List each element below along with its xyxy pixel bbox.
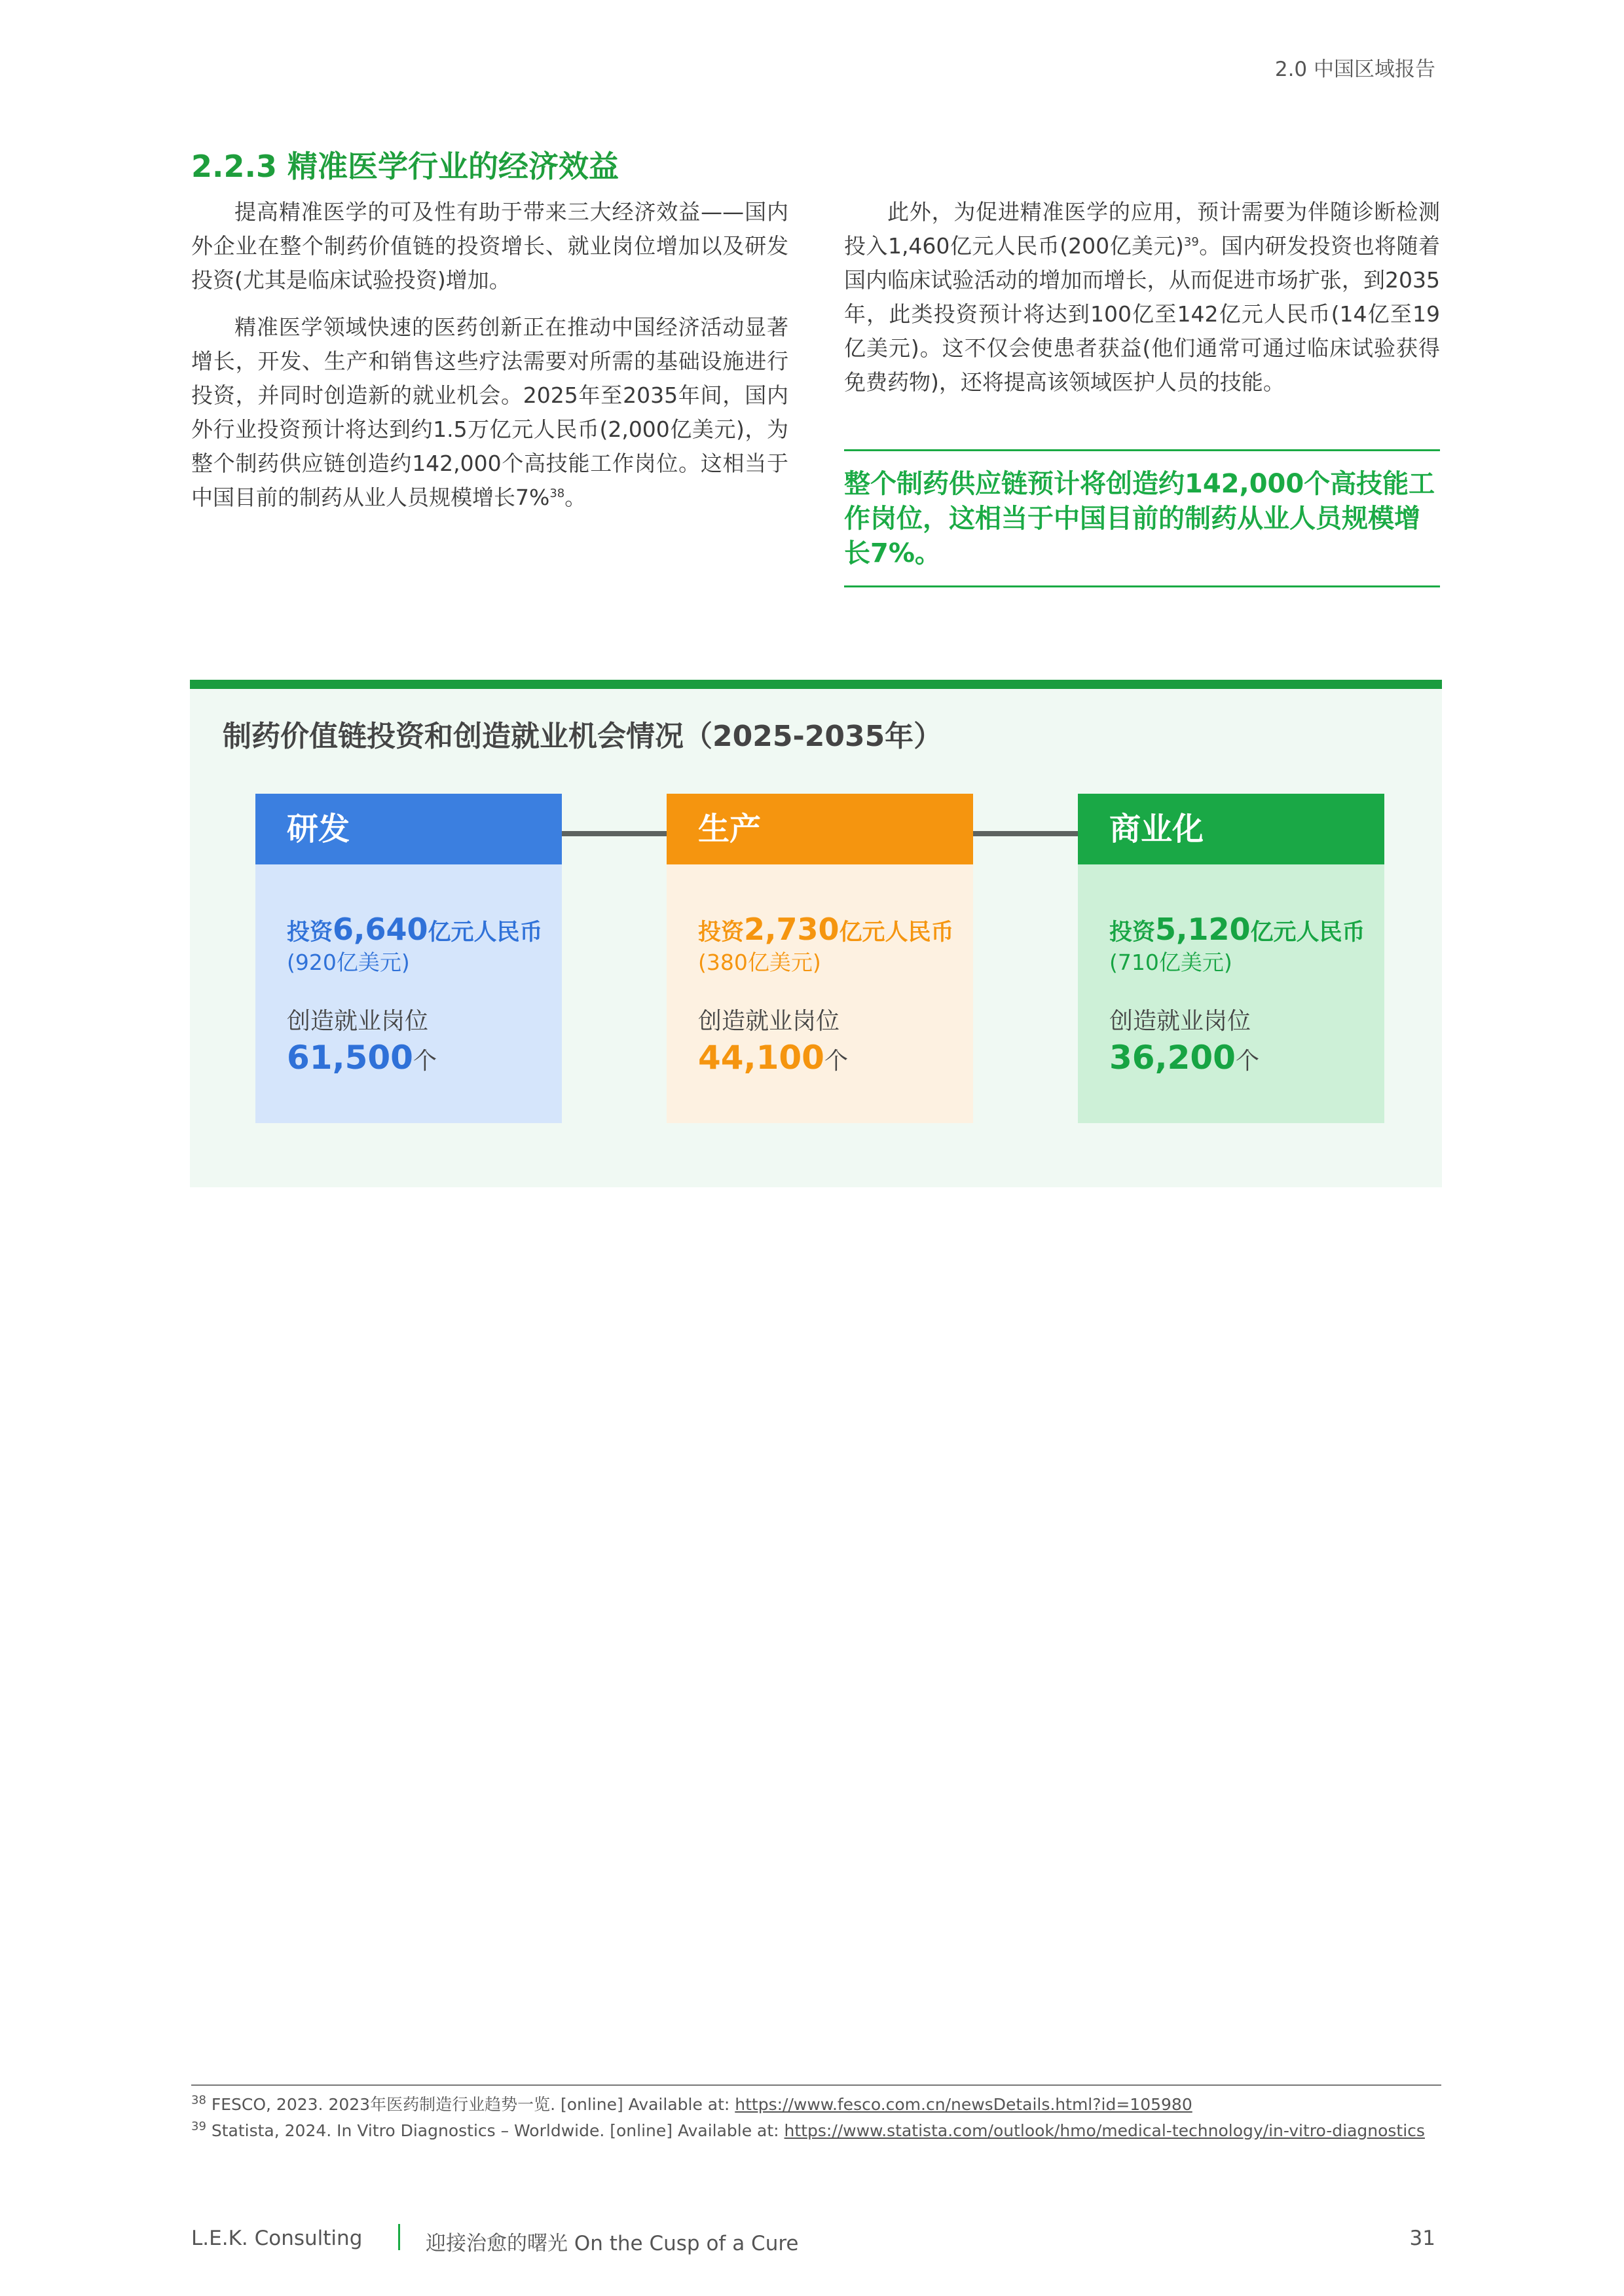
running-header: 2.0 中国区域报告 [1274,58,1435,81]
footnote-link[interactable]: https://www.fesco.com.cn/newsDetails.html?id=105980 [735,2095,1192,2114]
footnote-text: FESCO, 2023. 2023年医药制造行业趋势一览. [online] Available at: [211,2095,735,2114]
jobs-count [287,1037,562,1083]
stage-body [255,864,562,1123]
jobs-value: 61,500 [287,1039,413,1077]
invest-prefix: 投资 [287,919,333,946]
paragraph-text: 。国内研发投资也将随着国内临床试验活动的增加而增长，从而促进市场扩张，到2035年，此类投资预计将达到100亿至142亿元人民币(14亿至19亿美元)。这不仅会使患者获益(他们通常可通过临床试验获得免费药物)，还将提高该领域医护人员的技能。 [844,233,1440,395]
invest-unit: 亿元人民币 [1250,919,1365,946]
stage-connector [562,831,667,836]
stage-header: 研发 [255,794,562,864]
invest-unit: 亿元人民币 [839,919,954,946]
invest-prefix: 投资 [698,919,745,946]
investment-amount [1109,914,1384,948]
section-title: 2.2.3 精准医学行业的经济效益 [191,149,619,184]
paragraph [844,195,1440,399]
stage-commercialization [1078,794,1384,1123]
paragraph: 提高精准医学的可及性有助于带来三大经济效益——国内外企业在整个制药价值链的投资增长、就业岗位增加以及研发投资(尤其是临床试验投资)增加。 [191,199,788,293]
stage-header: 商业化 [1078,794,1384,864]
stage-header: 生产 [667,794,973,864]
stage-body [667,864,973,1123]
footnote-link[interactable]: https://www.statista.com/outlook/hmo/medical-technology/in-vitro-diagnostics [784,2121,1425,2140]
footnote [191,2120,1441,2141]
panel-title: 制药价值链投资和创造就业机会情况（2025-2035年） [223,720,943,753]
jobs-unit: 个 [413,1048,437,1075]
invest-value: 6,640 [333,912,428,947]
jobs-label: 创造就业岗位 [287,1008,429,1035]
investment-amount [287,914,562,948]
footer-company: L.E.K. Consulting [191,2227,363,2250]
paragraph-text: 此外，为促进精准医学的应用，预计需要为伴随诊断检测投入1,460亿元人民币(200亿美元) [844,199,1440,259]
jobs-count [698,1037,973,1083]
pull-quote: 整个制药供应链预计将创造约142,000个高技能工作岗位，这相当于中国目前的制药从业人员规模增长7%。 [844,449,1440,587]
footnote-text: Statista, 2024. In Vitro Diagnostics – Worldwide. [online] Available at: [211,2121,784,2140]
jobs-value: 44,100 [698,1039,824,1077]
footnote-ref[interactable]: 38 [549,487,565,500]
footnote-number: 38 [191,2093,206,2107]
paragraph-text: 精准医学领域快速的医药创新正在推动中国经济活动显著增长，开发、生产和销售这些疗法需要对所需的基础设施进行投资，并同时创造新的就业机会。2025年至2035年间，国内外行业投资预计将达到约1.5万亿元人民币(2,000亿美元)，为整个制药供应链创造约142,000个高技能工作岗位。这相当于中国目前的制药从业人员规模增长7% [191,314,788,510]
paragraph: 精准医学领域快速的医药创新正在推动中国经济活动显著增长，开发、生产和销售这些疗法需要对所需的基础设施进行投资，并同时创造新的就业机会。2025年至2035年间，国内外行业投资预计将达到约1.5万亿元人民币(2,000亿美元)，为整个制药供应链创造约142,000个高技能工作岗位。这相当于中国目前的制药从业人员规模增长7%$^{38}$。 [191,314,788,510]
stage-production [667,794,973,1123]
stage-connector [973,831,1078,836]
footnote-divider [191,2084,1441,2086]
investment-usd: (710亿美元) [1109,950,1232,975]
invest-prefix: 投资 [1109,919,1156,946]
left-column [191,195,788,528]
jobs-count [1109,1037,1384,1083]
footer-divider [398,2224,400,2250]
stage-body [1078,864,1384,1123]
investment-usd: (380亿美元) [698,950,821,975]
jobs-label: 创造就业岗位 [1109,1008,1251,1035]
invest-unit: 亿元人民币 [428,919,543,946]
footnote-number: 39 [191,2119,206,2134]
jobs-label: 创造就业岗位 [698,1008,840,1035]
jobs-unit: 个 [824,1048,848,1075]
jobs-unit: 个 [1235,1048,1259,1075]
stage-rd [255,794,562,1123]
invest-value: 5,120 [1155,912,1251,947]
invest-value: 2,730 [744,912,840,947]
footer-report-title: 迎接治愈的曙光 On the Cusp of a Cure [426,2232,799,2255]
right-column [844,195,1440,413]
footnote [191,2094,1441,2115]
jobs-value: 36,200 [1109,1039,1236,1077]
page-number: 31 [1409,2227,1435,2250]
investment-usd: (920亿美元) [287,950,410,975]
investment-amount [698,914,973,948]
footnote-ref[interactable]: 39 [1183,235,1199,249]
